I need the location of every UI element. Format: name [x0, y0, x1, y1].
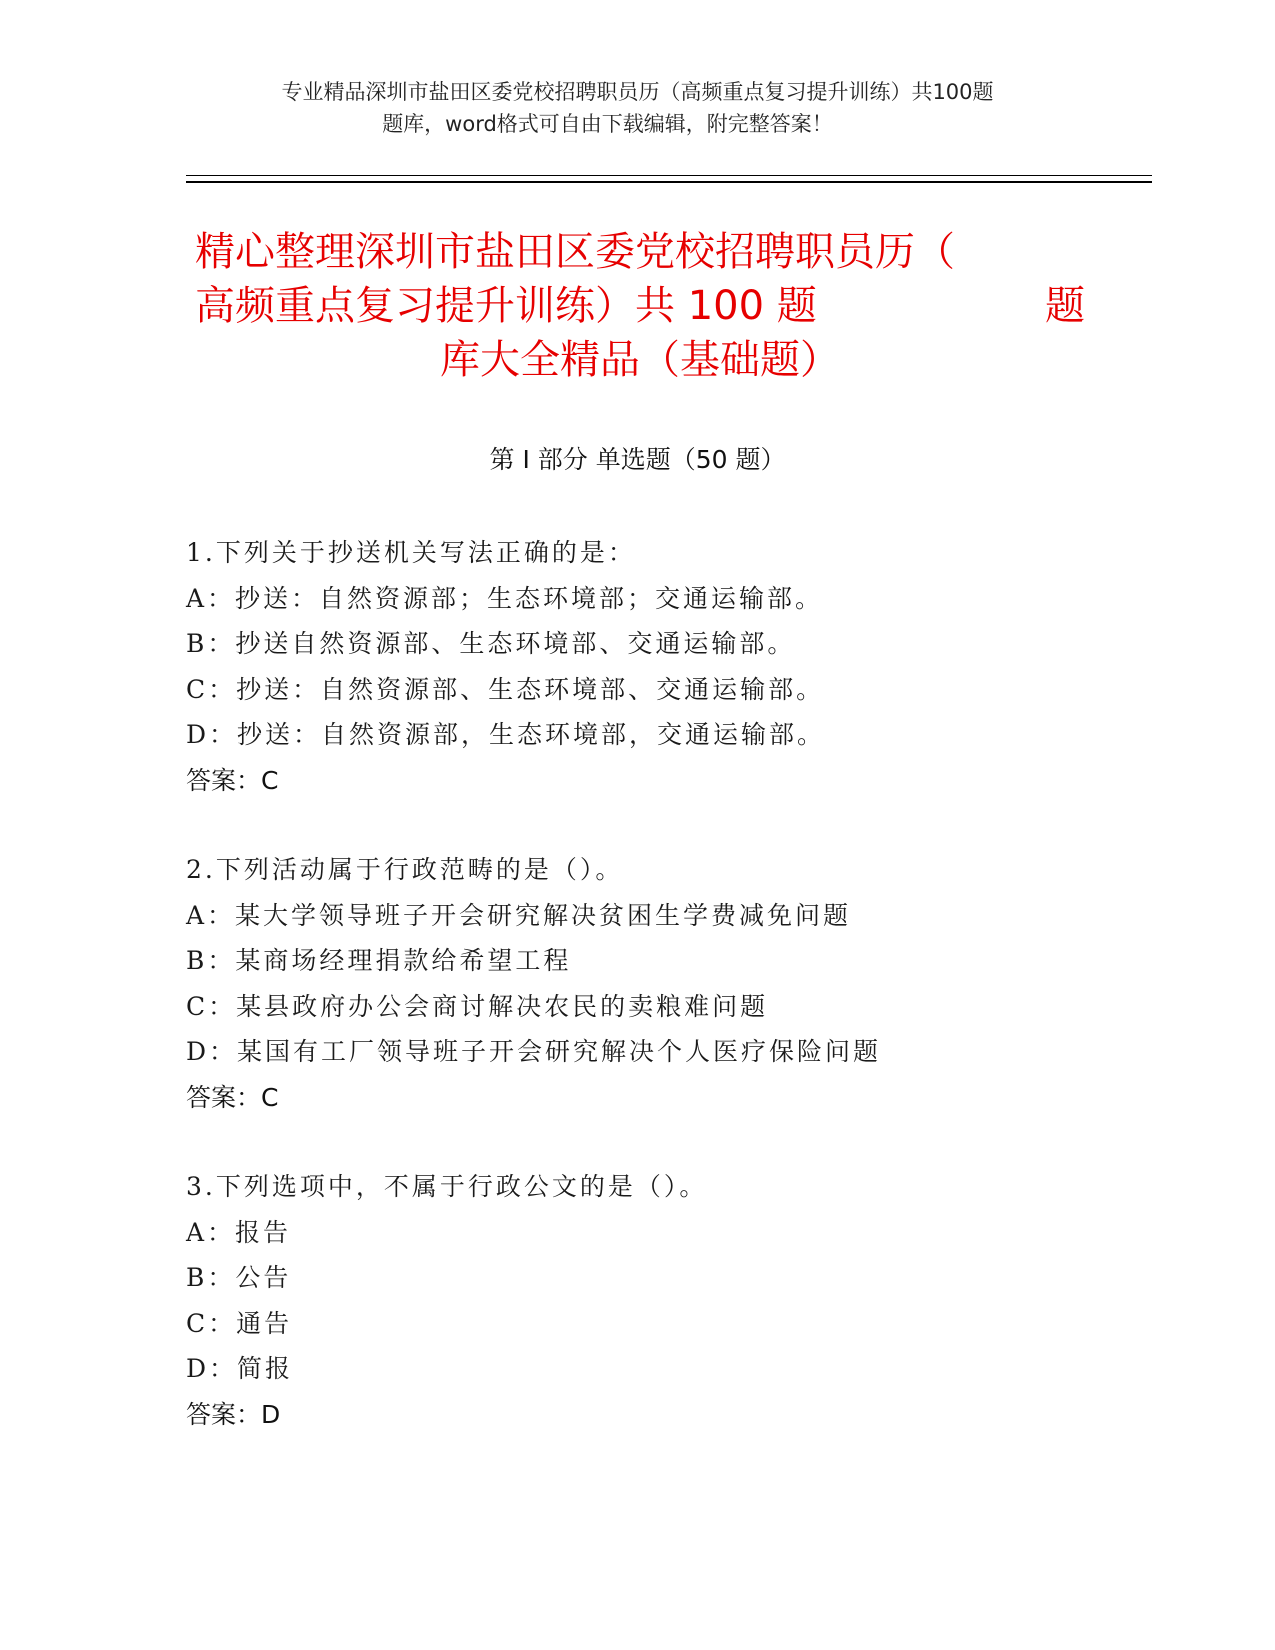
option-c: C：抄送：自然资源部、生态环境部、交通运输部。: [186, 674, 825, 704]
option-b: B：抄送自然资源部、生态环境部、交通运输部。: [186, 629, 796, 658]
question-stem: 2.下列活动属于行政范畴的是（）。: [186, 855, 624, 884]
title-line-1: 精心整理深圳市盐田区委党校招聘职员历（: [195, 229, 955, 275]
question-3: [186, 1164, 1106, 1437]
option-c: C：通告: [186, 1308, 293, 1338]
option-d: D：简报: [186, 1354, 294, 1383]
title-line-2: [195, 279, 1085, 333]
question-2: [186, 847, 1106, 1120]
answer: 答案：C: [186, 765, 279, 795]
header-line-2-text: 题库，word格式可自由下载编辑，附完整答案！: [382, 112, 833, 136]
header-rule-thin: [186, 175, 1152, 176]
answer: 答案：D: [186, 1399, 281, 1429]
option-b: B：公告: [186, 1263, 292, 1292]
header-line-1-text: 专业精品深圳市盐田区委党校招聘职员历（高频重点复习提升训练）共100题: [281, 80, 994, 104]
question-stem: 1.下列关于抄送机关写法正确的是：: [186, 538, 636, 567]
option-d: D：抄送：自然资源部，生态环境部，交通运输部。: [186, 720, 826, 749]
section-title: 第 I 部分 单选题（50 题）: [489, 445, 786, 474]
option-b: B：某商场经理捐款给希望工程: [186, 946, 572, 975]
option-a: A：抄送：自然资源部；生态环境部；交通运输部。: [186, 583, 824, 613]
question-stem: 3.下列选项中，不属于行政公文的是（）。: [186, 1172, 708, 1201]
option-d: D：某国有工厂领导班子开会研究解决个人医疗保险问题: [186, 1037, 882, 1066]
question-1: [186, 530, 1106, 803]
answer: 答案：C: [186, 1082, 279, 1112]
option-a: A：某大学领导班子开会研究解决贫困生学费减免问题: [186, 900, 852, 930]
option-c: C：某县政府办公会商讨解决农民的卖粮难问题: [186, 991, 769, 1021]
document-title: [195, 225, 1085, 387]
title-line-2-left: 高频重点复习提升训练）共 100 题: [195, 283, 817, 329]
title-line-2-right: 题: [1045, 283, 1085, 329]
question-list: [186, 530, 1106, 1481]
header-line-2: [0, 108, 1275, 138]
header-line-1: [0, 76, 1275, 106]
header-rule-thick: [186, 181, 1152, 183]
title-line-3: 库大全精品（基础题）: [440, 337, 840, 383]
option-a: A：报告: [186, 1217, 292, 1247]
